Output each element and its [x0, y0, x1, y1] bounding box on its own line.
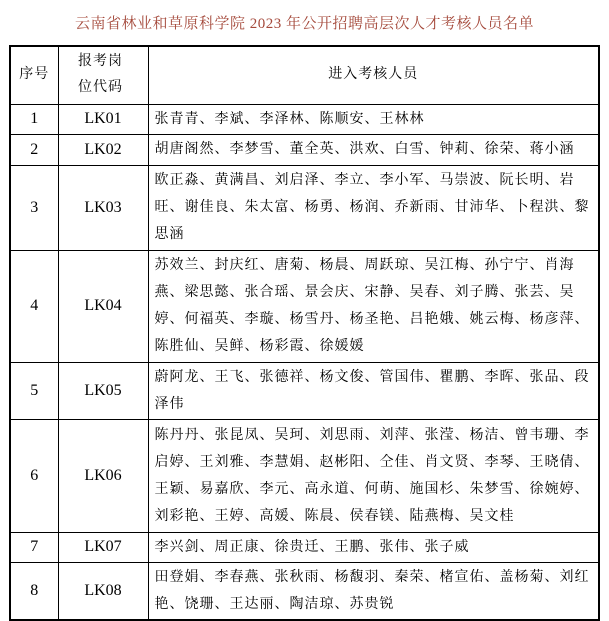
candidates-cell: 胡唐阁然、李梦雪、董全英、洪欢、白雪、钟莉、徐荣、蒋小涵	[148, 134, 599, 165]
row-index-cell: 8	[10, 562, 58, 620]
candidates-cell: 苏效兰、封庆红、唐菊、杨晨、周跃琼、吴江梅、孙宁宁、肖海燕、梁思懿、张合瑶、景会庆、宋静、吴春、刘子腾、张芸、吴婷、何福英、李璇、杨雪丹、杨圣艳、吕艳娥、姚云梅、杨彦萍、陈胜仙、吴鲜、杨彩霞、徐媛媛	[148, 250, 599, 362]
table-row	[10, 532, 599, 562]
position-code-cell: LK05	[58, 362, 148, 419]
candidates-cell: 蔚阿龙、王飞、张德祥、杨文俊、管国伟、瞿鹏、李晖、张品、段泽伟	[148, 362, 599, 419]
candidates-cell: 李兴剑、周正康、徐贵迁、王鹏、张伟、张子威	[148, 532, 599, 562]
row-index-cell: 5	[10, 362, 58, 419]
candidates-cell: 张青青、李斌、李泽林、陈顺安、王林林	[148, 104, 599, 134]
position-code-cell: LK03	[58, 165, 148, 250]
table-row	[10, 104, 599, 134]
position-code-cell: LK02	[58, 134, 148, 165]
candidates-cell: 田登娟、李春燕、张秋雨、杨馥羽、秦荣、楮宣佑、盖杨菊、刘红艳、饶珊、王达丽、陶洁琼、苏贵锐	[148, 562, 599, 620]
position-code-cell: LK01	[58, 104, 148, 134]
header-index: 序号	[10, 46, 58, 104]
row-index-cell: 2	[10, 134, 58, 165]
table-row	[10, 362, 599, 419]
row-index-cell: 1	[10, 104, 58, 134]
assessment-roster-table	[9, 45, 600, 621]
page-title: 云南省林业和草原科学院 2023 年公开招聘高层次人才考核人员名单	[74, 16, 534, 32]
table-row	[10, 134, 599, 165]
row-index-cell: 6	[10, 419, 58, 532]
candidates-cell: 陈丹丹、张昆凤、吴珂、刘思雨、刘萍、张滢、杨洁、曾韦珊、李启婷、王刘雅、李慧娟、赵彬阳、仝佳、肖文贤、李琴、王晓倩、王颖、易嘉欣、李元、高永道、何萌、施国杉、朱梦雪、徐婉婷、刘彩艳、王婷、高媛、陈晨、侯春镁、陆燕梅、吴文桂	[148, 419, 599, 532]
position-code-cell: LK06	[58, 419, 148, 532]
header-position-code-label: 报考岗位代码	[78, 54, 123, 96]
position-code-cell: LK08	[58, 562, 148, 620]
candidates-cell: 欧正淼、黄满昌、刘启泽、李立、李小军、马崇波、阮长明、岩旺、谢佳良、朱太富、杨勇、杨润、乔新雨、甘沛华、卜程洪、黎思涵	[148, 165, 599, 250]
position-code-cell: LK04	[58, 250, 148, 362]
position-code-cell: LK07	[58, 532, 148, 562]
row-index-cell: 3	[10, 165, 58, 250]
row-index-cell: 4	[10, 250, 58, 362]
header-candidates: 进入考核人员	[148, 46, 599, 104]
table-header-row	[10, 46, 599, 104]
table-row	[10, 165, 599, 250]
table-row	[10, 250, 599, 362]
table-row	[10, 562, 599, 620]
row-index-cell: 7	[10, 532, 58, 562]
header-position-code	[58, 46, 148, 104]
table-row	[10, 419, 599, 532]
